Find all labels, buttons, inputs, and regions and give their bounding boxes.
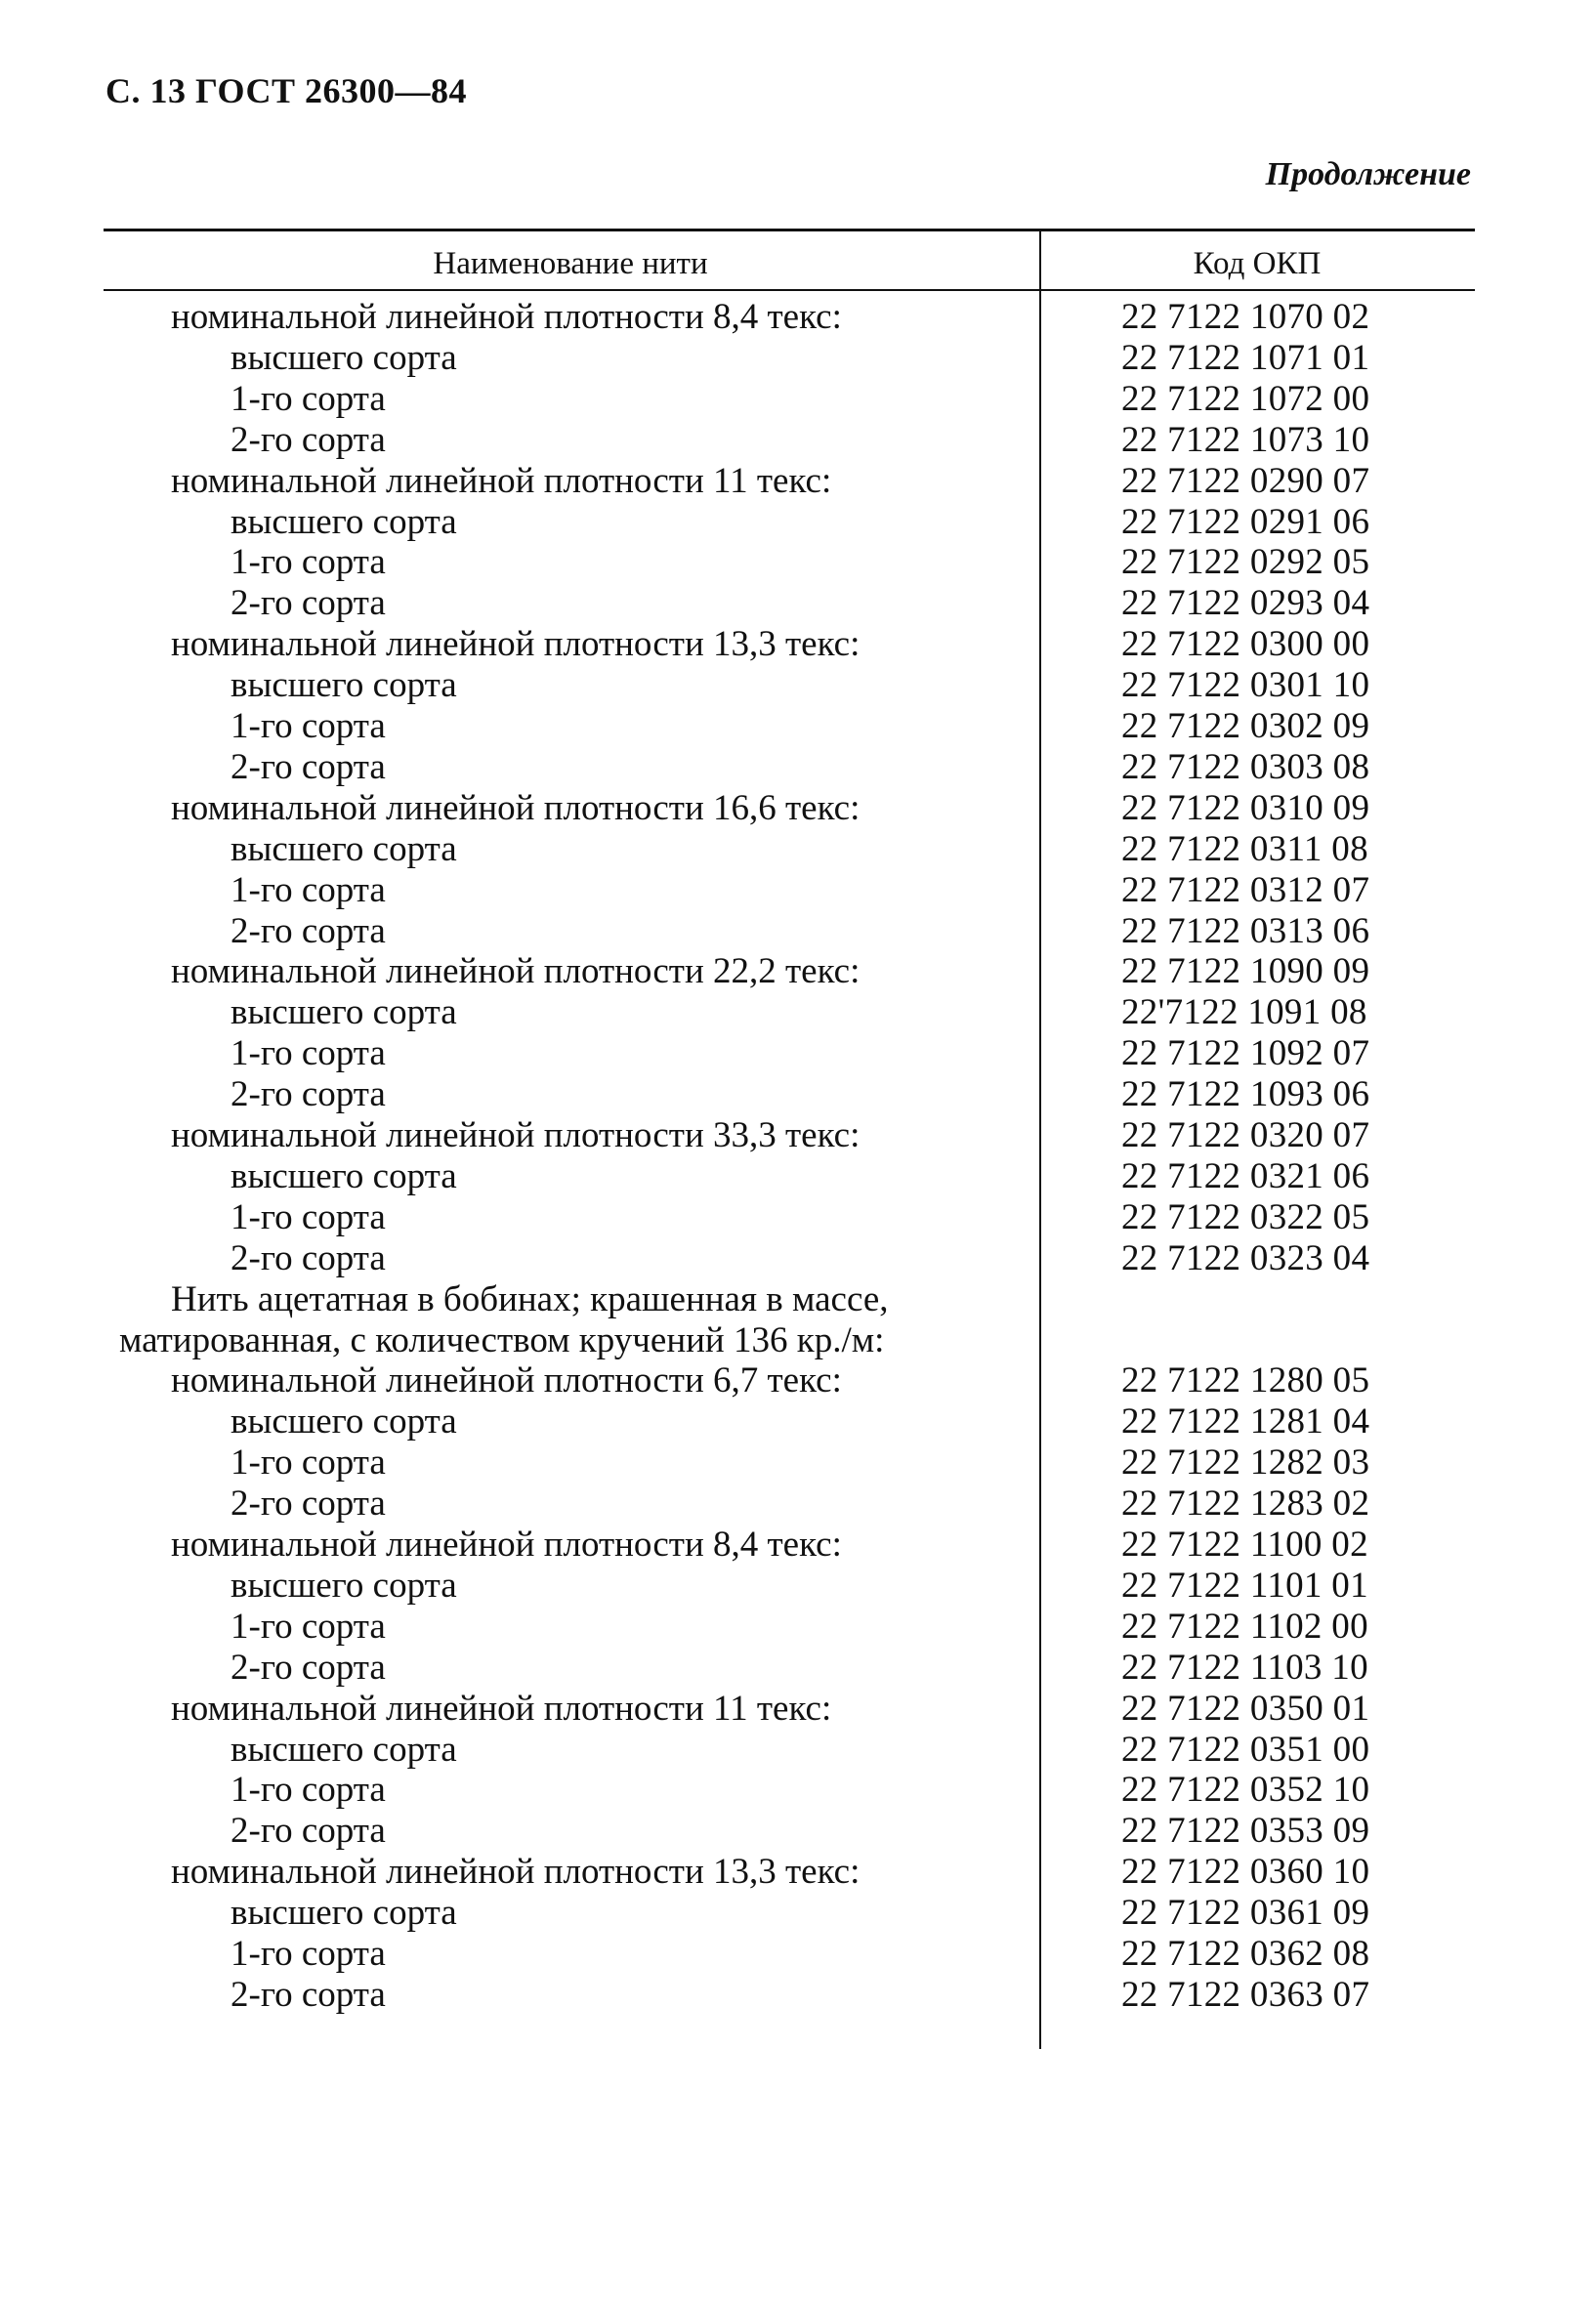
table-row bbox=[0, 747, 1596, 788]
okp-code-cell: 22 7122 1073 10 bbox=[1121, 419, 1370, 460]
table-row bbox=[0, 420, 1596, 461]
table-row bbox=[0, 379, 1596, 420]
thread-name-cell: номинальной линейной плотности 13,3 текс: bbox=[171, 624, 861, 665]
thread-name-cell: 2-го сорта bbox=[231, 583, 386, 624]
table-top-rule bbox=[104, 229, 1475, 231]
thread-name-cell: 1-го сорта bbox=[231, 1770, 386, 1811]
okp-code-cell: 22 7122 0360 10 bbox=[1121, 1852, 1370, 1893]
thread-name-cell: номинальной линейной плотности 11 текс: bbox=[171, 460, 832, 501]
okp-code-cell: 22 7122 1281 04 bbox=[1121, 1401, 1370, 1442]
okp-code-cell: 22 7122 0323 04 bbox=[1121, 1237, 1370, 1278]
okp-code-cell: 22 7122 0362 08 bbox=[1121, 1934, 1370, 1974]
table-row bbox=[0, 1238, 1596, 1279]
table-row bbox=[0, 1115, 1596, 1156]
okp-code-cell: 22 7122 0320 07 bbox=[1121, 1115, 1370, 1155]
thread-name-cell: 2-го сорта bbox=[231, 1647, 386, 1688]
table-row bbox=[0, 1893, 1596, 1934]
okp-code-cell: 22 7122 0322 05 bbox=[1121, 1196, 1370, 1237]
table-row bbox=[0, 1566, 1596, 1607]
table-row bbox=[0, 1320, 1596, 1361]
thread-name-cell: 2-го сорта bbox=[231, 419, 386, 460]
okp-code-cell: 22 7122 0310 09 bbox=[1121, 787, 1370, 828]
table-row bbox=[0, 1484, 1596, 1525]
continuation-label: Продолжение bbox=[1265, 156, 1471, 192]
table-row bbox=[0, 1852, 1596, 1893]
table-row bbox=[0, 951, 1596, 992]
table-row bbox=[0, 542, 1596, 583]
table-row bbox=[0, 829, 1596, 870]
okp-code-cell: 22 7122 0351 00 bbox=[1121, 1729, 1370, 1770]
table-row bbox=[0, 911, 1596, 952]
thread-name-cell: 1-го сорта bbox=[231, 378, 386, 419]
thread-name-cell: высшего сорта bbox=[231, 1401, 457, 1442]
okp-code-cell: 22 7122 0312 07 bbox=[1121, 869, 1370, 910]
thread-name-cell: 1-го сорта bbox=[231, 869, 386, 910]
okp-code-cell: 22 7122 0300 00 bbox=[1121, 624, 1370, 665]
okp-code-cell: 22 7122 1103 10 bbox=[1121, 1647, 1368, 1688]
thread-name-cell: 2-го сорта bbox=[231, 1974, 386, 2015]
column-header-code: Код ОКП bbox=[1193, 246, 1322, 281]
okp-code-cell: 22 7122 0350 01 bbox=[1121, 1688, 1370, 1729]
okp-code-cell: 22'7122 1091 08 bbox=[1121, 992, 1367, 1033]
thread-name-cell: 1-го сорта bbox=[231, 1934, 386, 1974]
table-row bbox=[0, 665, 1596, 706]
thread-name-cell: высшего сорта bbox=[231, 665, 457, 706]
table-row bbox=[0, 1401, 1596, 1442]
okp-code-cell: 22 7122 1100 02 bbox=[1121, 1525, 1368, 1565]
table-row bbox=[0, 502, 1596, 543]
table-row bbox=[0, 992, 1596, 1033]
okp-code-cell: 22 7122 1070 02 bbox=[1121, 297, 1370, 337]
thread-name-cell: 1-го сорта bbox=[231, 1196, 386, 1237]
thread-name-cell: номинальной линейной плотности 8,4 текс: bbox=[171, 1525, 842, 1565]
okp-code-cell: 22 7122 1101 01 bbox=[1121, 1565, 1368, 1606]
okp-code-cell: 22 7122 0363 07 bbox=[1121, 1974, 1370, 2015]
table-row bbox=[0, 1360, 1596, 1401]
table-row bbox=[0, 788, 1596, 829]
table-row bbox=[0, 1033, 1596, 1074]
table-row bbox=[0, 870, 1596, 911]
okp-code-cell: 22 7122 1283 02 bbox=[1121, 1484, 1370, 1525]
thread-name-cell: 1-го сорта bbox=[231, 1442, 386, 1484]
okp-code-cell: 22 7122 1090 09 bbox=[1121, 951, 1370, 992]
okp-code-cell: 22 7122 0321 06 bbox=[1121, 1155, 1370, 1196]
thread-name-cell: 1-го сорта bbox=[231, 706, 386, 746]
table-row bbox=[0, 338, 1596, 379]
table-row bbox=[0, 1442, 1596, 1484]
table-row bbox=[0, 583, 1596, 624]
table-row bbox=[0, 1648, 1596, 1689]
table-row bbox=[0, 1770, 1596, 1811]
okp-code-cell: 22 7122 0290 07 bbox=[1121, 460, 1370, 501]
okp-code-cell: 22 7122 0311 08 bbox=[1121, 828, 1368, 869]
okp-code-cell: 22 7122 0291 06 bbox=[1121, 501, 1370, 542]
table-row bbox=[0, 1607, 1596, 1648]
thread-name-cell: Нить ацетатная в бобинах; крашенная в массе, bbox=[171, 1278, 889, 1319]
table-row bbox=[0, 1730, 1596, 1771]
okp-code-cell: 22 7122 1093 06 bbox=[1121, 1074, 1370, 1115]
okp-code-cell: 22 7122 0313 06 bbox=[1121, 910, 1370, 951]
thread-name-cell: высшего сорта bbox=[231, 1893, 457, 1934]
okp-code-cell: 22 7122 0303 08 bbox=[1121, 746, 1370, 787]
table-row bbox=[0, 1811, 1596, 1852]
thread-name-cell: 2-го сорта bbox=[231, 1237, 386, 1278]
okp-code-cell: 22 7122 1280 05 bbox=[1121, 1360, 1370, 1401]
okp-code-cell: 22 7122 1071 01 bbox=[1121, 337, 1370, 378]
table-row bbox=[0, 1525, 1596, 1566]
thread-name-cell: высшего сорта bbox=[231, 828, 457, 869]
thread-name-cell: 1-го сорта bbox=[231, 1606, 386, 1647]
table-row bbox=[0, 1074, 1596, 1115]
thread-name-cell: 1-го сорта bbox=[231, 542, 386, 583]
table-row bbox=[0, 1975, 1596, 2016]
okp-code-cell: 22 7122 0352 10 bbox=[1121, 1770, 1370, 1811]
table-row bbox=[0, 461, 1596, 502]
header-bottom-rule bbox=[104, 289, 1475, 291]
okp-code-cell: 22 7122 0293 04 bbox=[1121, 583, 1370, 624]
table-row bbox=[0, 1689, 1596, 1730]
thread-name-cell: матированная, с количеством кручений 136 кр./м: bbox=[119, 1319, 885, 1360]
okp-code-cell: 22 7122 1102 00 bbox=[1121, 1606, 1368, 1647]
okp-code-cell: 22 7122 1092 07 bbox=[1121, 1033, 1370, 1074]
thread-name-cell: высшего сорта bbox=[231, 337, 457, 378]
thread-name-cell: номинальной линейной плотности 8,4 текс: bbox=[171, 297, 842, 337]
table-row bbox=[0, 1279, 1596, 1320]
table-row bbox=[0, 706, 1596, 747]
thread-name-cell: высшего сорта bbox=[231, 501, 457, 542]
thread-name-cell: 2-го сорта bbox=[231, 1074, 386, 1115]
thread-name-cell: 1-го сорта bbox=[231, 1033, 386, 1074]
thread-name-cell: номинальной линейной плотности 22,2 текс: bbox=[171, 951, 861, 992]
page-header: С. 13 ГОСТ 26300—84 bbox=[105, 71, 467, 110]
thread-name-cell: номинальной линейной плотности 13,3 текс: bbox=[171, 1852, 861, 1893]
thread-name-cell: 2-го сорта bbox=[231, 1484, 386, 1525]
table-row bbox=[0, 1197, 1596, 1238]
okp-code-cell: 22 7122 0353 09 bbox=[1121, 1811, 1370, 1852]
okp-code-cell: 22 7122 0302 09 bbox=[1121, 706, 1370, 746]
okp-code-cell: 22 7122 0361 09 bbox=[1121, 1893, 1370, 1934]
okp-code-cell: 22 7122 1072 00 bbox=[1121, 378, 1370, 419]
thread-name-cell: номинальной линейной плотности 16,6 текс: bbox=[171, 787, 861, 828]
column-header-name: Наименование нити bbox=[433, 246, 708, 281]
thread-name-cell: высшего сорта bbox=[231, 992, 457, 1033]
thread-name-cell: высшего сорта bbox=[231, 1155, 457, 1196]
okp-code-cell: 22 7122 0301 10 bbox=[1121, 665, 1370, 706]
thread-name-cell: 2-го сорта bbox=[231, 746, 386, 787]
thread-name-cell: 2-го сорта bbox=[231, 1811, 386, 1852]
thread-name-cell: номинальной линейной плотности 33,3 текс: bbox=[171, 1115, 861, 1155]
thread-name-cell: высшего сорта bbox=[231, 1565, 457, 1606]
table-row bbox=[0, 1156, 1596, 1197]
okp-code-cell: 22 7122 0292 05 bbox=[1121, 542, 1370, 583]
thread-name-cell: высшего сорта bbox=[231, 1729, 457, 1770]
okp-code-cell: 22 7122 1282 03 bbox=[1121, 1442, 1370, 1484]
thread-name-cell: номинальной линейной плотности 6,7 текс: bbox=[171, 1360, 842, 1401]
table-row bbox=[0, 297, 1596, 338]
thread-name-cell: 2-го сорта bbox=[231, 910, 386, 951]
table-row bbox=[0, 624, 1596, 665]
table-row bbox=[0, 1934, 1596, 1975]
thread-name-cell: номинальной линейной плотности 11 текс: bbox=[171, 1688, 832, 1729]
